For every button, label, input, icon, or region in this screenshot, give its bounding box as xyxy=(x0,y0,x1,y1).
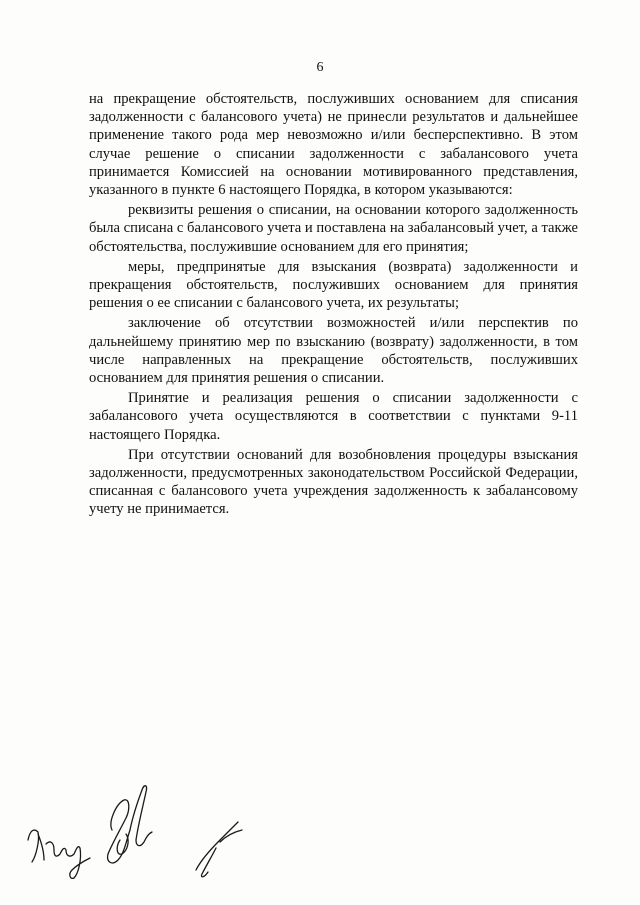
signature-1 xyxy=(28,830,90,878)
signatures-drawing xyxy=(20,770,280,890)
page-number: 6 xyxy=(316,60,324,75)
paragraph-5: Принятие и реализация решения о списании задолженности с забалансового учета осуществляются в соответствии с пунктами 9-11 настоящего Порядка. xyxy=(89,390,578,443)
signature-2 xyxy=(108,786,152,863)
paragraph-3: меры, предпринятые для взыскания (возврата) задолженности и прекращения обстоятельств, послуживших основанием для принятия решения о ее списании с балансового учета, их результаты; xyxy=(89,258,578,312)
paragraph-2: реквизиты решения о списании, на основании которого задолженность была списана с балансового учета и поставлена на забалансовый учет, а также обстоятельства, послужившие основанием для его принятия; xyxy=(89,202,578,255)
paragraph-4: заключение об отсутствии возможностей и/или перспектив по дальнейшему принятию мер по взысканию (возврату) задолженности, в том числе направленных на прекращение обстоятельств, послуживших основанием для принятия решения о списании. xyxy=(89,315,578,387)
handwritten-signatures xyxy=(20,770,280,890)
paragraph-6: При отсутствии оснований для возобновления процедуры взыскания задолженности, предусмотренных законодательством Российской Федерации, списанная с балансового учета учреждения задолженность к забалансовому учету не принимается. xyxy=(89,446,578,518)
paragraph-1: на прекращение обстоятельств, послуживших основанием для списания задолженности с балансового учета) не принесли результатов и дальнейшее применение такого рода мер невозможно и/или бесперспективно. В этом случае решение о списании задолженности с забалансового учета принимается Комиссией на основании мотивированного представления, указанного в пункте 6 настоящего Порядка, в котором указываются: xyxy=(89,91,578,199)
document-body xyxy=(89,90,578,519)
signature-3 xyxy=(196,822,242,877)
